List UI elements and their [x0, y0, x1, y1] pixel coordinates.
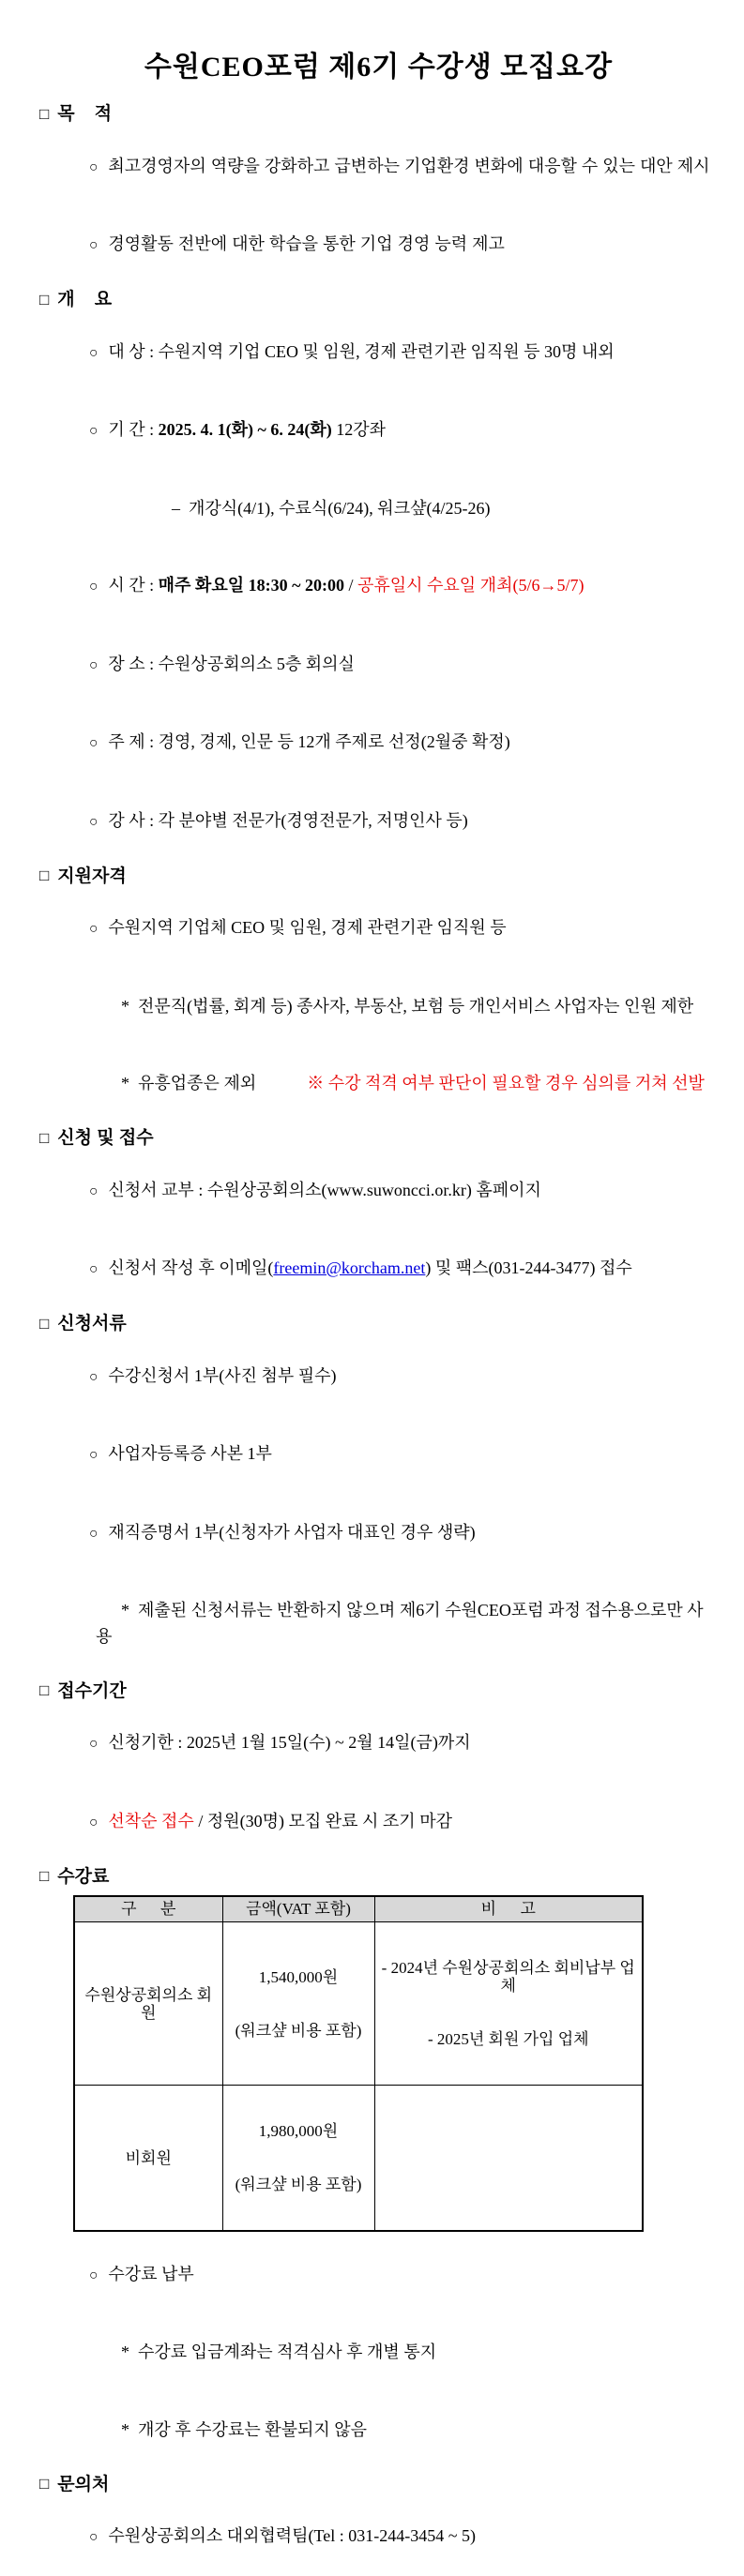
member-type-cell: 수원상공회의소 회원: [74, 1922, 222, 2086]
section-heading-documents: [39, 1311, 718, 1337]
section-fee: [39, 1864, 718, 2469]
section-overview: [39, 287, 718, 861]
sub-line: [39, 2391, 718, 2469]
time-separator: /: [344, 576, 357, 595]
section-heading-purpose: [39, 101, 718, 128]
sub-line: [39, 2314, 718, 2392]
line-text: / 정원(30명) 모집 완료 시 조기 마감: [194, 1812, 452, 1830]
sub-line: [39, 1573, 718, 1676]
nonmember-type-cell: 비회원: [74, 2086, 222, 2232]
line-text: 대 상 : 수원지역 기업 CEO 및 임원, 경제 관련기관 임직원 등 30명 내외: [108, 342, 614, 361]
line-text: 주 제 : 경영, 경제, 인문 등 12개 주제로 선정(2월중 확정): [108, 732, 509, 751]
period-label: 기 간 :: [108, 420, 158, 439]
period-bold-text: 2025. 4. 1(화) ~ 6. 24(화): [159, 420, 332, 439]
section-eligibility: [39, 864, 718, 1123]
line-text: 신청기한 : 2025년 1월 15일(수) ~ 2월 14일(금)까지: [108, 1733, 470, 1752]
document-page: [0, 0, 744, 1051]
amount-line: (워크샾 비용 포함): [227, 2176, 371, 2193]
square-bullet-icon: □: [39, 1316, 49, 1332]
circle-bullet-icon: ○: [89, 233, 98, 259]
fee-row-nonmember: [74, 2086, 643, 2232]
bullet-line: [39, 1705, 718, 1784]
member-amount-cell: [222, 1922, 374, 2086]
circle-bullet-icon: ○: [89, 418, 98, 444]
bullet-line: [39, 1494, 718, 1573]
line-text: 수원지역 기업체 CEO 및 임원, 경제 관련기관 임직원 등: [108, 918, 506, 937]
fee-table: [73, 1895, 644, 2233]
circle-bullet-icon: ○: [89, 1521, 98, 1547]
note-line: - 2024년 수원상공회의소 회비납부 업체: [379, 1959, 639, 1995]
section-title: 신청서류: [57, 1311, 126, 1337]
asterisk-bullet-icon: *: [121, 1598, 129, 1624]
circle-bullet-icon: ○: [89, 574, 98, 600]
line-text: 수원상공회의소 대외협력팀(Tel : 031-244-3454 ~ 5): [108, 2526, 476, 2545]
section-heading-fee: [39, 1864, 718, 1891]
circle-bullet-icon: ○: [89, 653, 98, 679]
section-title: 목 적: [57, 101, 112, 128]
bullet-line: [39, 313, 718, 392]
line-text: 최고경영자의 역량을 강화하고 급변하는 기업환경 변화에 대응할 수 있는 대안 제시: [108, 157, 709, 175]
line-text: 강 사 : 각 분야별 전문가(경영전문가, 저명인사 등): [108, 811, 467, 830]
section-reception-period: [39, 1679, 718, 1861]
circle-bullet-icon: ○: [89, 1731, 98, 1757]
member-note-cell: [374, 1922, 643, 2086]
section-documents: [39, 1311, 718, 1676]
section-title: 지원자격: [57, 864, 126, 890]
bullet-line: [39, 548, 718, 626]
circle-bullet-icon: ○: [89, 2524, 98, 2551]
sub-line: [39, 1046, 718, 1123]
circle-bullet-icon: ○: [89, 809, 98, 836]
nonmember-note-cell: [374, 2086, 643, 2232]
bullet-line: [39, 2498, 718, 2576]
line-text: 장 소 : 수원상공회의소 5층 회의실: [108, 655, 355, 673]
fee-row-member: [74, 1922, 643, 2086]
line-text: 개강 후 수강료는 환불되지 않음: [138, 2420, 367, 2439]
period-rest-text: 12강좌: [332, 420, 386, 439]
amount-line: 1,540,000원: [227, 1968, 371, 1986]
square-bullet-icon: □: [39, 292, 49, 308]
email-link[interactable]: freemin@korcham.net: [273, 1258, 425, 1277]
fee-header-category: 구 분: [74, 1896, 222, 1922]
line-text: 유흥업종은 제외: [138, 1074, 256, 1092]
section-title: 문의처: [57, 2472, 109, 2498]
section-purpose: [39, 101, 718, 284]
section-heading-contact: [39, 2472, 718, 2498]
holiday-note-red: 공휴일시 수요일 개최(5/6→5/7): [357, 576, 584, 595]
time-bold-text: 매주 화요일 18:30 ~ 20:00: [159, 576, 344, 595]
bullet-line: [39, 704, 718, 783]
fee-header-amount: 금액(VAT 포함): [222, 1896, 374, 1922]
bullet-line: [39, 890, 718, 969]
section-heading-eligibility: [39, 864, 718, 890]
bullet-line: [39, 1337, 718, 1416]
fee-header-note: 비 고: [374, 1896, 643, 1922]
bullet-line: [39, 1416, 718, 1495]
circle-bullet-icon: ○: [89, 916, 98, 942]
time-label: 시 간 :: [108, 576, 158, 595]
line-text: 제출된 신청서류는 반환하지 않으며 제6기 수원CEO포럼 과정 접수용으로만 사용: [96, 1601, 704, 1646]
bullet-line: [39, 1783, 718, 1861]
line-text: 수강신청서 1부(사진 첨부 필수): [108, 1366, 336, 1385]
square-bullet-icon: □: [39, 106, 49, 122]
square-bullet-icon: □: [39, 1130, 49, 1146]
fee-table-header-row: [74, 1896, 643, 1922]
bullet-line: [39, 1152, 718, 1230]
circle-bullet-icon: ○: [89, 731, 98, 757]
note-line: - 2025년 회원 가입 업체: [379, 2030, 639, 2048]
asterisk-bullet-icon: *: [121, 2340, 129, 2366]
bullet-line: [39, 1230, 718, 1309]
amount-line: 1,980,000원: [227, 2122, 371, 2140]
asterisk-bullet-icon: *: [121, 1071, 129, 1097]
first-come-red-text: 선착순 접수: [108, 1812, 193, 1830]
dash-bullet-icon: –: [172, 496, 180, 522]
square-bullet-icon: □: [39, 1868, 49, 1884]
circle-bullet-icon: ○: [89, 1179, 98, 1205]
square-bullet-icon: □: [39, 2476, 49, 2492]
circle-bullet-icon: ○: [89, 2263, 98, 2289]
line-text: 수강료 납부: [108, 2265, 193, 2283]
section-heading-application: [39, 1125, 718, 1152]
line-text: 신청서 작성 후 이메일(: [108, 1258, 273, 1277]
bullet-line: [39, 625, 718, 704]
line-text: 재직증명서 1부(신청자가 사업자 대표인 경우 생략): [108, 1523, 475, 1542]
section-title: 개 요: [57, 287, 112, 313]
bullet-line: [39, 128, 718, 206]
nonmember-amount-cell: [222, 2086, 374, 2232]
section-title: 접수기간: [57, 1679, 126, 1705]
section-application: [39, 1125, 718, 1308]
square-bullet-icon: □: [39, 867, 49, 883]
bullet-line: [39, 392, 718, 471]
section-title: 수강료: [57, 1864, 109, 1891]
line-text: 수강료 입금계좌는 적격심사 후 개별 통지: [138, 2343, 436, 2361]
page-title: 수원CEO포럼 제6기 수강생 모집요강: [39, 43, 718, 84]
circle-bullet-icon: ○: [89, 155, 98, 181]
asterisk-bullet-icon: *: [121, 2418, 129, 2444]
section-heading-overview: [39, 287, 718, 313]
bullet-line: [39, 782, 718, 861]
section-title: 신청 및 접수: [57, 1125, 153, 1152]
line-text: 경영활동 전반에 대한 학습을 통한 기업 경영 능력 제고: [108, 234, 505, 253]
bullet-line: [39, 2236, 718, 2314]
circle-bullet-icon: ○: [89, 1364, 98, 1391]
line-text: 사업자등록증 사본 1부: [108, 1444, 272, 1463]
circle-bullet-icon: ○: [89, 1810, 98, 1836]
section-contact: [39, 2472, 718, 2576]
asterisk-bullet-icon: *: [121, 994, 129, 1020]
line-text: 신청서 교부 : 수원상공회의소(www.suwoncci.or.kr) 홈페이지: [108, 1181, 541, 1199]
circle-bullet-icon: ○: [89, 1257, 98, 1283]
bullet-line: [39, 206, 718, 285]
sub-line: [39, 968, 718, 1046]
amount-line: (워크샾 비용 포함): [227, 2022, 371, 2040]
line-text: 전문직(법률, 회계 등) 종사자, 부동산, 보험 등 개인서비스 사업자는 인원 제한: [138, 997, 693, 1016]
sub-line: [39, 470, 718, 548]
line-text: 개강식(4/1), 수료식(6/24), 워크샾(4/25-26): [189, 499, 490, 518]
section-heading-reception: [39, 1679, 718, 1705]
screening-note-red: ※ 수강 적격 여부 판단이 필요할 경우 심의를 거쳐 선발: [307, 1074, 705, 1092]
square-bullet-icon: □: [39, 1682, 49, 1698]
circle-bullet-icon: ○: [89, 340, 98, 367]
line-text: ) 및 팩스(031-244-3477) 접수: [425, 1258, 631, 1277]
circle-bullet-icon: ○: [89, 1442, 98, 1469]
